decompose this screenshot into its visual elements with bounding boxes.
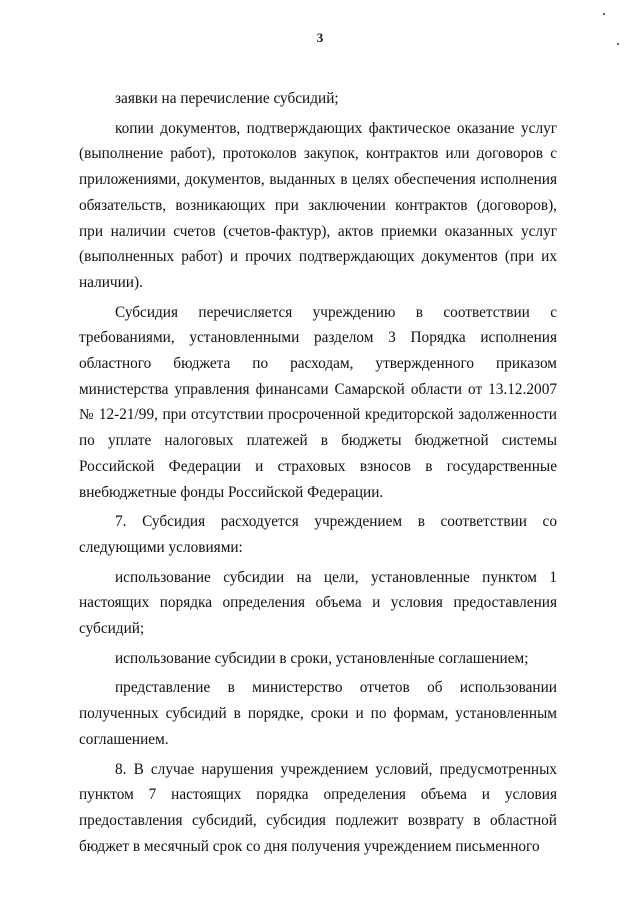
paragraph: копии документов, подтверждающих фактическое оказание услуг (выполнение работ), протоколов закупок, контрактов или договоров с приложениями, документов, выданных в целях обеспечения исполнения обязательств, возникающих при заключении контрактов (договоров), при наличии счетов (счетов-фактур), актов приемки оказанных услуг (выполненных работ) и прочих подтверждающих документов (при их наличии). — [79, 119, 557, 291]
paragraph: представление в министерство отчетов об использовании полученных субсидий в порядке, сроки и по формам, установленным соглашением. — [79, 679, 557, 748]
scan-speck — [617, 43, 619, 45]
paragraph: 7. Субсидия расходуется учреждением в соответствии со следующими условиями: — [79, 513, 557, 556]
paragraph: Субсидия перечисляется учреждению в соответствии с требованиями, установленными разделом 3 Порядка исполнения областного бюджета по расходам, утвержденного приказом министерства управления финансами Самарской области от 13.12.2007 № 12-21/99, при отсутствии просроченной кредиторской задолженности по уплате налоговых платежей в бюджеты бюджетной системы Российской Федерации и страховых взносов в государственные внебюджетные фонды Российской Федерации. — [79, 303, 557, 501]
scan-speck — [603, 13, 605, 15]
paragraph: заявки на перечисление субсидий; — [115, 90, 339, 107]
paragraph: использование субсидии в сроки, установленные соглашением; — [115, 649, 529, 667]
document-body — [79, 86, 557, 859]
paragraph: 8. В случае нарушения учреждением условий, предусмотренных пунктом 7 настоящих порядка определения объема и условия предоставления субсидий, субсидия подлежит возврату в областной бюджет в месячный срок со дня получения учреждением письменного — [79, 760, 557, 855]
page-number: 3 — [316, 30, 324, 45]
paragraph: использование субсидии на цели, установленные пунктом 1 настоящих порядка определения объема и условия предоставления субсидий; — [79, 568, 557, 638]
